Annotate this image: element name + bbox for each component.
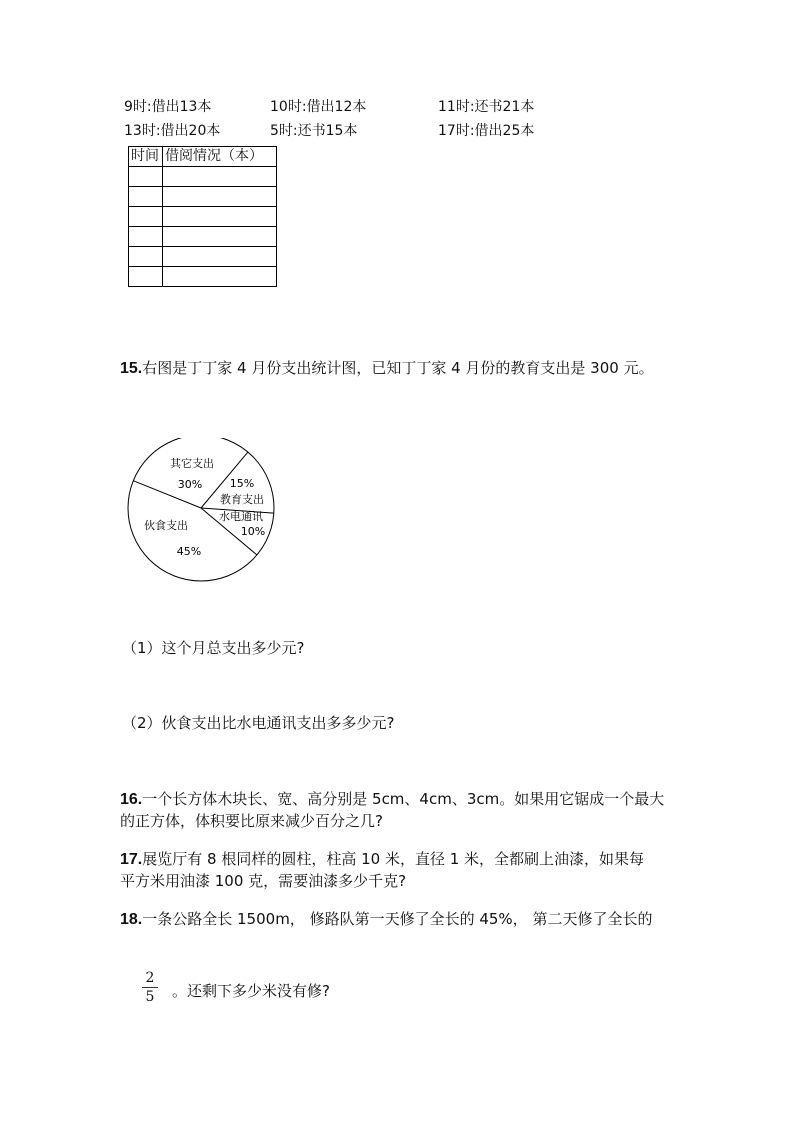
table-cell — [163, 207, 277, 227]
record-10: 10时:借出12本 — [270, 99, 367, 115]
question-15-sub2: （2）伙食支出比水电通讯支出多多少元? — [122, 714, 395, 732]
question-16-line2: 的正方体，体积要比原来减少百分之几? — [120, 812, 383, 830]
table-row — [129, 207, 277, 227]
table-cell — [129, 267, 163, 287]
table-row — [129, 227, 277, 247]
fraction-numerator: 2 — [145, 970, 155, 986]
table-cell — [129, 207, 163, 227]
question-number: 15. — [120, 360, 143, 377]
table-cell — [129, 167, 163, 187]
header-borrow: 借阅情况（本） — [163, 147, 277, 167]
table-header-row — [129, 147, 277, 167]
table-row — [129, 167, 277, 187]
expense-pie-chart — [120, 438, 290, 588]
slice-value-utilities: 10% — [240, 525, 266, 538]
table-row — [129, 267, 277, 287]
slice-value-food: 45% — [176, 545, 202, 558]
record-5: 5时:还书15本 — [270, 123, 358, 139]
question-text: 右图是丁丁家 4 月份支出统计图，已知丁丁家 4 月份的教育支出是 300 元。 — [142, 359, 654, 377]
slice-label-education: 教育支出 — [220, 493, 264, 506]
question-18 — [120, 906, 652, 933]
table-row — [129, 187, 277, 207]
table-cell — [129, 247, 163, 267]
slice-label-food: 伙食支出 — [144, 519, 188, 532]
slice-label-utilities: 水电通讯 — [219, 510, 263, 523]
question-text-line1: 一条公路全长 1500m， 修路队第一天修了全长的 45%， 第二天修了全长的 — [142, 910, 653, 928]
table-cell — [163, 167, 277, 187]
table-row — [129, 247, 277, 267]
header-time: 时间 — [129, 147, 163, 167]
question-18-line2: 。还剩下多少米没有修? — [172, 982, 330, 1000]
table-cell — [129, 187, 163, 207]
question-15-sub1: （1）这个月总支出多少元? — [122, 639, 305, 657]
table-cell — [163, 187, 277, 207]
table-cell — [163, 227, 277, 247]
question-text-line1: 展览厅有 8 根同样的圆柱，柱高 10 米，直径 1 米，全都刷上油漆，如果每 — [142, 850, 645, 868]
record-17: 17时:借出25本 — [438, 123, 535, 139]
table-cell — [163, 247, 277, 267]
fraction-two-fifths — [142, 970, 158, 1005]
slice-value-other: 30% — [177, 478, 203, 491]
question-text-line1: 一个长方体木块长、宽、高分别是 5cm、4cm、3cm。如果用它锯成一个最大 — [142, 790, 665, 808]
slice-value-education: 15% — [229, 477, 255, 490]
record-13: 13时:借出20本 — [124, 123, 221, 139]
record-11: 11时:还书21本 — [438, 99, 535, 115]
question-number: 16. — [120, 791, 143, 808]
fraction-bar — [142, 987, 158, 988]
table-cell — [163, 267, 277, 287]
question-number: 18. — [120, 911, 143, 928]
question-17-line2: 平方米用油漆 100 克，需要油漆多少千克? — [120, 872, 407, 890]
fraction-denominator: 5 — [145, 989, 155, 1005]
question-15 — [120, 355, 654, 382]
slice-label-other: 其它支出 — [170, 457, 214, 470]
borrow-table — [128, 146, 277, 287]
record-9: 9时:借出13本 — [124, 99, 212, 115]
table-cell — [129, 227, 163, 247]
question-number: 17. — [120, 851, 143, 868]
